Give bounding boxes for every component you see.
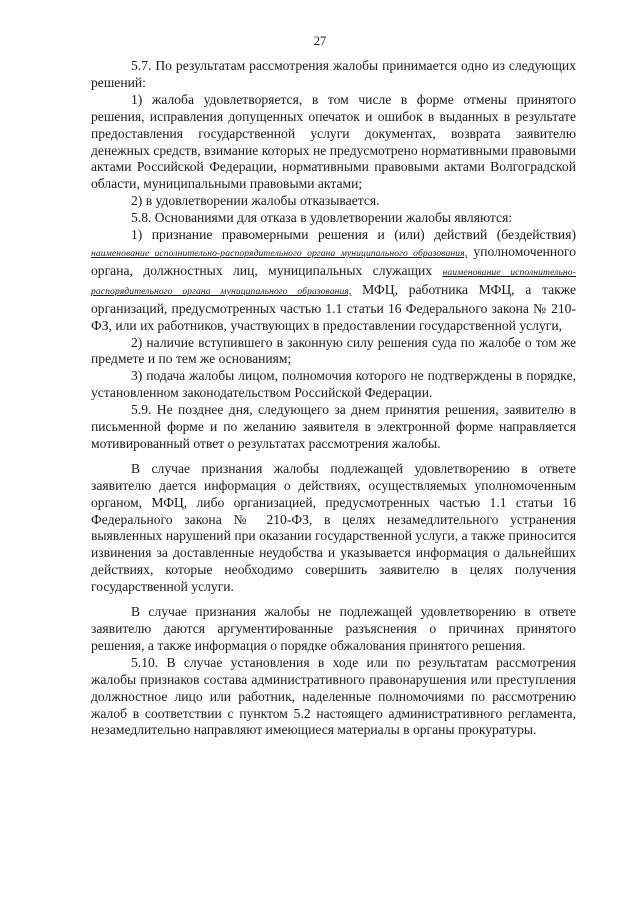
paragraph-5-7: 5.7. По результатам рассмотрения жалобы принимается одно из следующих решений: xyxy=(91,58,576,90)
page-number: 27 xyxy=(313,34,327,48)
paragraph-positive-response: В случае признания жалобы подлежащей удовлетворению в ответе заявителю дается информация о действиях, осуществляемых уполномоченным органом, МФЦ, либо организацией, предусмотренных частью 1.1 статьи 16 Федерального закона № 210-ФЗ, в целях незамедлительного устранения выявленных нарушений при оказании государственной услуги, а также приносится извинения за доставленные неудобства и указывается информация о дальнейших действиях, которые необходимо совершить заявителю в целях получения государственной услуги. xyxy=(91,460,576,595)
paragraph-5-8-item-2: 2) наличие вступившего в законную силу решения суда по жалобе о том же предмете и по тем же основаниям; xyxy=(91,334,576,367)
paragraph-5-10: 5.10. В случае установления в ходе или по результатам рассмотрения жалобы признаков состава административного правонарушения или преступления должностное лицо или работник, наделенные полномочиями по рассмотрению жалоб в соответствии с пунктом 5.2 настоящего административного регламента, незамедлительно направляют имеющиеся материалы в органы прокуратуры. xyxy=(91,654,576,738)
paragraph-5-8-item-3: 3) подача жалобы лицом, полномочия которого не подтверждены в порядке, установленном законодательством Российской Федерации. xyxy=(91,368,576,401)
paragraph-5-8-item-1 xyxy=(91,227,576,334)
document-body xyxy=(91,58,576,739)
item-1-intro: 1) признание правомерными решения и (или) действий (бездействия) xyxy=(131,227,576,243)
paragraph-5-7-item-1: 1) жалоба удовлетворяется, в том числе в форме отмены принятого решения, исправления допущенных опечаток и ошибок в выданных в результате предоставления государственной услуги документах, возврата заявителю денежных средств, взимание которых не предусмотрено нормативными правовыми актами Российской Федерации, нормативными правовыми актами Волгоградской области, муниципальными правовыми актами; xyxy=(91,91,576,192)
paragraph-5-8: 5.8. Основаниями для отказа в удовлетворении жалобы являются: xyxy=(131,210,513,226)
spacer xyxy=(91,596,576,604)
item-1-tail: МФЦ, работника МФЦ, а также организаций, предусмотренных частью 1.1 статьи 16 Федерального закона № 210-ФЗ, или их работников, участвующих в предоставлении государственной услуги, xyxy=(91,281,576,333)
item-1-underlined-placeholder-1: наименование исполнительно-распорядительного органа муниципального образования, xyxy=(91,247,468,259)
item-1-middle: уполномоченного органа, должностных лиц, муниципальных служащих xyxy=(91,243,576,278)
spacer xyxy=(91,453,576,461)
paragraph-negative-response: В случае признания жалобы не подлежащей удовлетворению в ответе заявителю даются аргументированные разъяснения о причинах принятого решения, а также информация о порядке обжалования принятого решения. xyxy=(91,604,576,653)
paragraph-5-7-item-2: 2) в удовлетворении жалобы отказывается. xyxy=(131,193,380,209)
paragraph-5-9: 5.9. Не позднее дня, следующего за днем принятия решения, заявителю в письменной форме и по желанию заявителя в электронной форме направляется мотивированный ответ о результатах рассмотрения жалобы. xyxy=(91,402,576,451)
item-1-underlined-placeholder-2: наименование исполнительно-распорядительного органа муниципального образования, xyxy=(91,266,576,297)
